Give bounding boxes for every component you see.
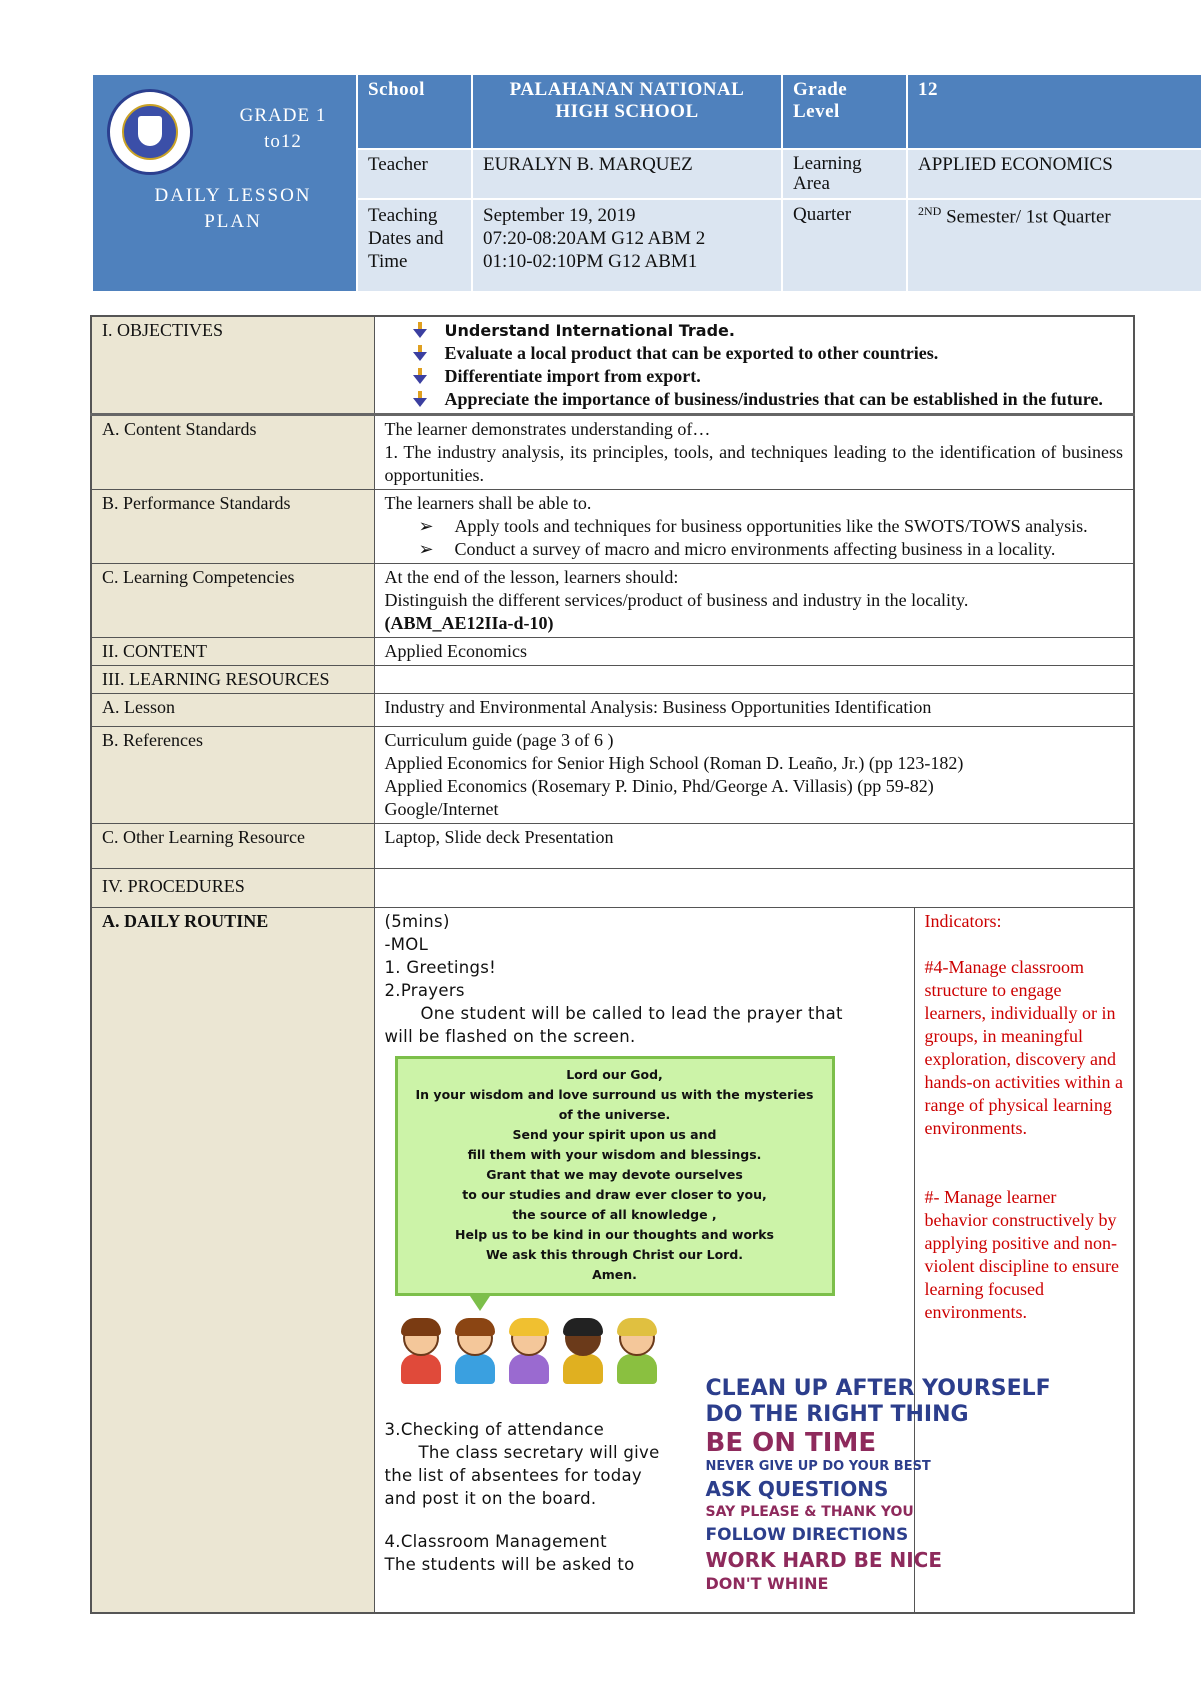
indicator-item: #4-Manage classroom structure to engage learners, individually or in groups, in meaningful exploration, discovery and hands-on activities within a range of physical learning environments. — [924, 957, 1123, 1138]
school-value: PALAHANAN NATIONAL HIGH SCHOOL — [472, 74, 782, 149]
quarter-value: $^{2ND}$ Semester/ 1st Quarter — [907, 199, 1202, 292]
other-resource-value: Laptop, Slide deck Presentation — [374, 824, 1134, 869]
lesson-plan-table — [90, 315, 1135, 1614]
performance-item: ➢ Apply tools and techniques for business opportunities like the SWOTS/TOWS analysis. — [418, 516, 1088, 537]
objectives-list — [385, 319, 1124, 411]
reference-item: Google/Internet — [384, 799, 499, 819]
arrow-bullet-icon — [413, 368, 427, 384]
header-title-cell — [92, 74, 357, 292]
indicator-item: #- Manage learner behavior constructively by applying positive and non-violent discipline to ensure learning focused environments. — [924, 1187, 1119, 1322]
references-label: B. References — [91, 727, 374, 824]
other-resource-label: C. Other Learning Resource — [91, 824, 374, 869]
reference-item: Applied Economics (Rosemary P. Dinio, Phd/George A. Villasis) (pp 59-82) — [384, 776, 934, 796]
other-resource-row — [91, 824, 1134, 869]
learning-area-value: APPLIED ECONOMICS — [907, 149, 1202, 199]
grade-title: GRADE 1 to12 — [239, 105, 327, 152]
reference-item: Applied Economics for Senior High School (Roman D. Leaño, Jr.) (pp 123-182) — [384, 753, 964, 773]
learning-resources-row — [91, 666, 1134, 694]
daily-routine-row — [91, 908, 1134, 1614]
teaching-dates-value: September 19, 2019 07:20-08:20AM G12 ABM 2 01:10-02:10PM G12 ABM1 — [472, 199, 782, 292]
praying-children-illustration — [397, 1320, 904, 1384]
objectives-content — [374, 316, 1134, 415]
prayer-box: Lord our God, In your wisdom and love surround us with the mysteries of the universe. Send your spirit upon us and fill them with your wisdom and blessings. Grant that we may devote ourselves to our studies and draw ever closer to you, the source of all knowledge , Help us to be kind in our thoughts and works We ask this through Christ our Lord. Amen. — [395, 1056, 835, 1296]
daily-routine-label: A. DAILY ROUTINE — [91, 908, 374, 1614]
indicators-content — [914, 908, 1134, 1614]
learning-competencies-label: C. Learning Competencies — [91, 564, 374, 638]
daily-routine-content: (5mins) -MOL 1. Greetings! 2.Prayers One student will be called to lead the prayer that will be flashed on the screen. Lord our God, In your wisdom and love surround us with the mysteries of the universe. Send your spirit upon us and fill them with your wisdom and blessings. Grant that we may devote ourselves to our studies and draw ever closer to you, the source of all knowledge , Help us to be kind in our thoughts and works We ask this through Christ our Lord. Amen. 3.Checking of attendance The class secretary will give the list of absentees for today and post it on the board. 4.Classroom Management The students will be asked to CLEAN UP AFTER YOURSELF DO THE RIGHT THING BE ON TIME NEVER GIVE UP DO YOUR BEST ASK QUESTIONS SAY PLEASE & THANK YOU FOLLOW DIRECTIONS WORK HARD BE NICE DON'T WHINE — [374, 908, 914, 1614]
teacher-value: EURALYN B. MARQUEZ — [472, 149, 782, 199]
learning-competencies-row — [91, 564, 1134, 638]
learning-area-label: Learning Area — [782, 149, 907, 199]
deped-seal-logo — [107, 89, 193, 175]
lesson-label: A. Lesson — [91, 694, 374, 727]
content-value: Applied Economics — [374, 638, 1134, 666]
references-content — [374, 727, 1134, 824]
arrow-bullet-icon: ➢ — [418, 516, 434, 537]
competency-code: (ABM_AE12IIa-d-10) — [384, 613, 554, 633]
learning-competencies-content: At the end of the lesson, learners should: Distinguish the different services/product of business and industry in the locality. (ABM_AE12IIa-d-10) — [374, 564, 1134, 638]
lesson-row — [91, 694, 1134, 727]
procedures-value — [374, 869, 1134, 908]
content-label: II. CONTENT — [91, 638, 374, 666]
header-table — [91, 73, 1203, 293]
teaching-dates-label: Teaching Dates and Time — [357, 199, 472, 292]
objective-item: Evaluate a local product that can be exported to other countries. — [445, 342, 1124, 365]
indicators-title: Indicators: — [924, 911, 1002, 931]
references-row — [91, 727, 1134, 824]
content-standards-label: A. Content Standards — [91, 415, 374, 490]
daily-lesson-plan-title: DAILY LESSON PLAN — [154, 185, 312, 232]
objective-item: Understand International Trade. — [445, 319, 1124, 342]
content-row — [91, 638, 1134, 666]
arrow-bullet-icon: ➢ — [418, 539, 434, 560]
learning-resources-label: III. LEARNING RESOURCES — [91, 666, 374, 694]
arrow-bullet-icon — [413, 322, 427, 338]
lesson-value: Industry and Environmental Analysis: Business Opportunities Identification — [374, 694, 1134, 727]
objectives-label: I. OBJECTIVES — [91, 316, 374, 415]
performance-item: ➢ Conduct a survey of macro and micro environments affecting business in a locality. — [418, 539, 1056, 560]
procedures-row — [91, 869, 1134, 908]
quarter-label: Quarter — [782, 199, 907, 292]
grade-level-label: Grade Level — [782, 74, 907, 149]
reference-item: Curriculum guide (page 3 of 6 ) — [384, 730, 614, 750]
content-standards-content: The learner demonstrates understanding of… 1. The industry analysis, its principles, tools, and techniques leading to the identification of business opportunities. — [374, 415, 1134, 490]
content-standards-row — [91, 415, 1134, 490]
objective-item: Differentiate import from export. — [445, 365, 1124, 388]
performance-standards-content: The learners shall be able to. ➢ Apply tools and techniques for business opportunities like the SWOTS/TOWS analysis. ➢ Conduct a survey of macro and micro environments affecting business in a locality. — [374, 490, 1134, 564]
arrow-bullet-icon — [413, 345, 427, 361]
objective-item: Appreciate the importance of business/industries that can be established in the future. — [445, 388, 1124, 411]
school-label: School — [357, 74, 472, 149]
arrow-bullet-icon — [413, 391, 427, 407]
classroom-rules-poster: CLEAN UP AFTER YOURSELF DO THE RIGHT THING BE ON TIME NEVER GIVE UP DO YOUR BEST ASK QUESTIONS SAY PLEASE & THANK YOU FOLLOW DIRECTIONS WORK HARD BE NICE DON'T WHINE — [706, 1376, 906, 1608]
objectives-row — [91, 316, 1134, 415]
procedures-label: IV. PROCEDURES — [91, 869, 374, 908]
learning-resources-value — [374, 666, 1134, 694]
performance-standards-row — [91, 490, 1134, 564]
teacher-label: Teacher — [357, 149, 472, 199]
grade-level-value: 12 — [907, 74, 1202, 149]
performance-standards-label: B. Performance Standards — [91, 490, 374, 564]
performance-list — [385, 515, 1124, 561]
